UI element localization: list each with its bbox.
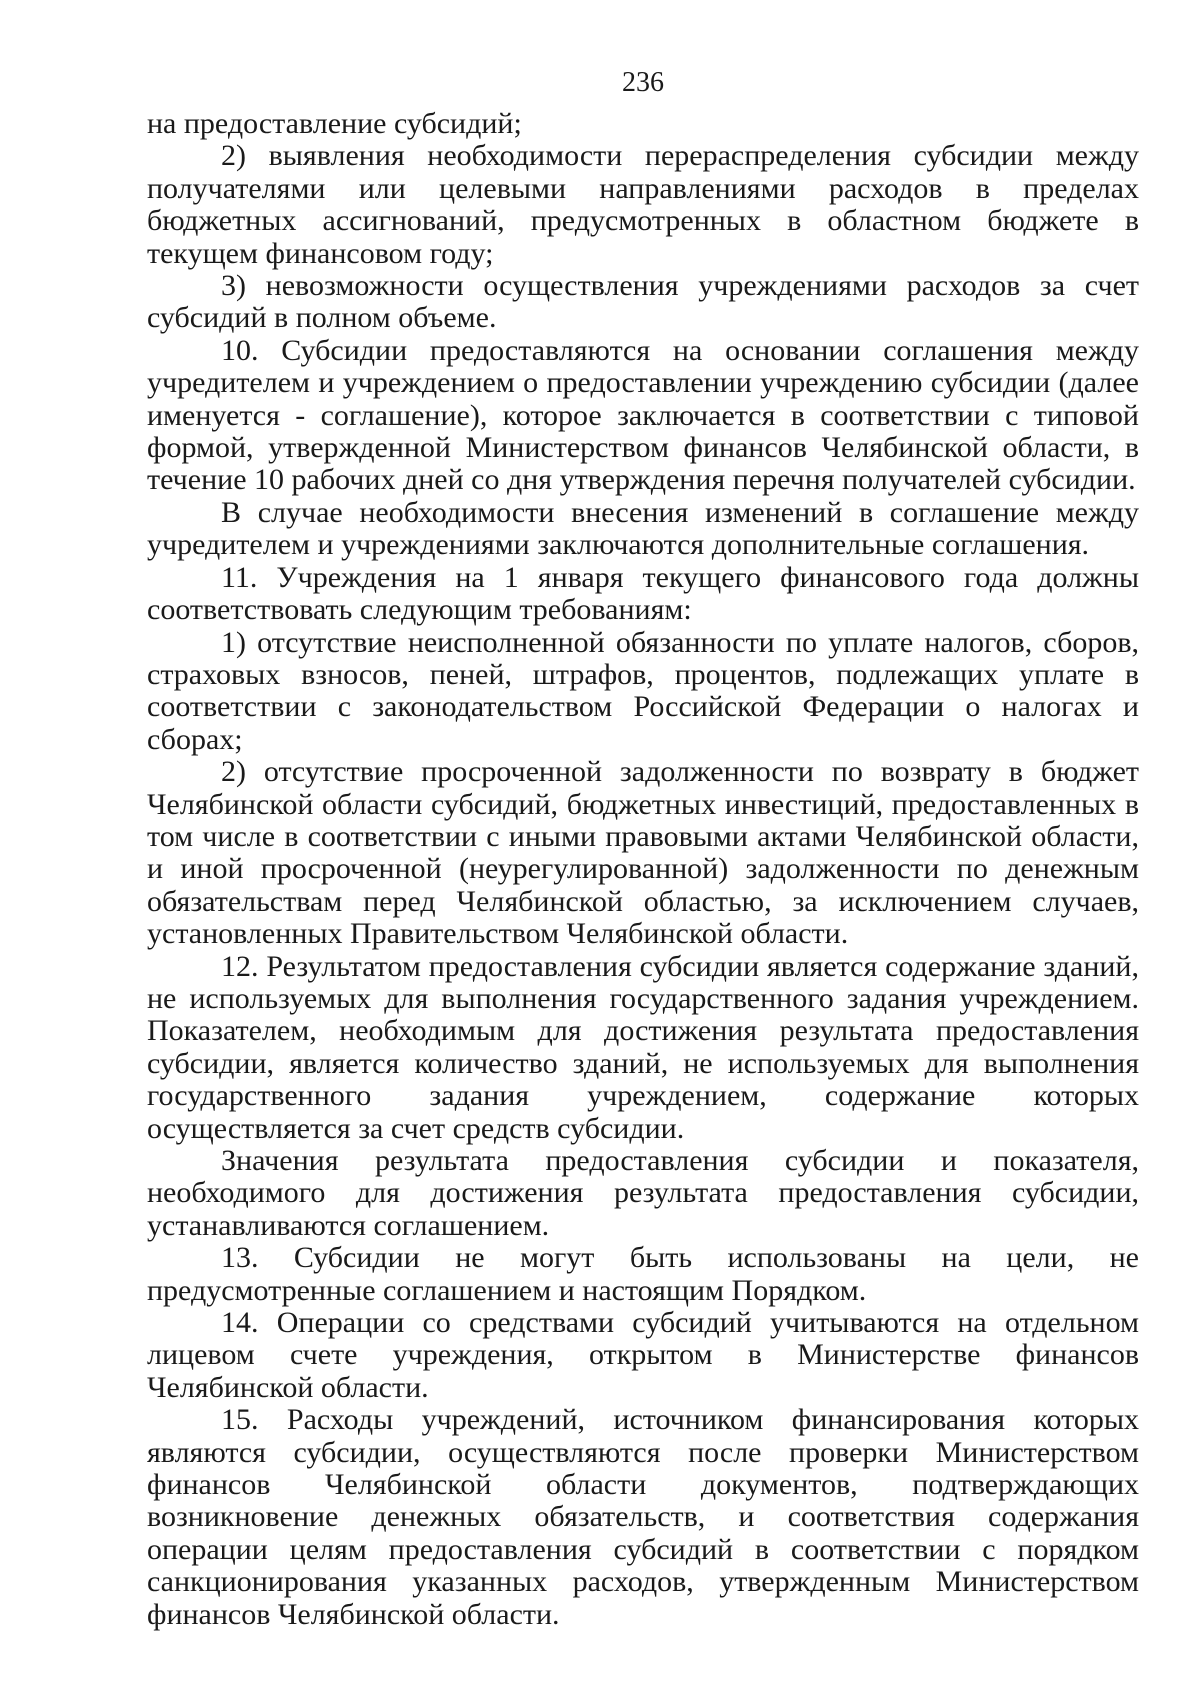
paragraph-item-2: 2) выявления необходимости перераспределения субсидии между получателями или целевыми направлениями расходов в пределах бюджетных ассигнований, предусмотренных в областном бюджете в текущем финансовом году; (147, 139, 1139, 270)
paragraph-clause-11-item-2: 2) отсутствие просроченной задолженности по возврату в бюджет Челябинской области субсидий, бюджетных инвестиций, предоставленных в том числе в соответствии с иными правовыми актами Челябинской области, и иной просроченной (неурегулированной) задолженности по денежным обязательствам перед Челябинской областью, за исключением случаев, установленных Правительством Челябинской области. (147, 755, 1139, 951)
page-number: 236 (622, 67, 664, 98)
paragraph-item-3: 3) невозможности осуществления учреждениями расходов за счет субсидий в полном объеме. (147, 269, 1139, 335)
document-page (147, 66, 1139, 1631)
paragraph-clause-15: 15. Расходы учреждений, источником финансирования которых являются субсидии, осуществляются после проверки Министерством финансов Челябинской области документов, подтверждающих возникновение денежных обязательств, и соответствия содержания операции целям предоставления субсидий в соответствии с порядком санкционирования указанных расходов, утвержденным Министерством финансов Челябинской области. (147, 1403, 1139, 1631)
paragraph-clause-12: 12. Результатом предоставления субсидии является содержание зданий, не используемых для выполнения государственного задания учреждением. Показателем, необходимым для достижения результата предоставления субсидии, является количество зданий, не используемых для выполнения государственного задания учреждением, содержание которых осуществляется за счет средств субсидии. (147, 949, 1139, 1145)
paragraph-clause-10-amendments: В случае необходимости внесения изменений в соглашение между учредителем и учреждениями заключаются дополнительные соглашения. (147, 495, 1139, 562)
paragraph-clause-14: 14. Операции со средствами субсидий учитываются на отдельном лицевом счете учреждения, открытом в Министерстве финансов Челябинской области. (147, 1306, 1139, 1404)
paragraph-clause-11-item-1: 1) отсутствие неисполненной обязанности по уплате налогов, сборов, страховых взносов, пеней, штрафов, процентов, подлежащих уплате в соответствии с законодательством Российской Федерации о налогах и сборах; (147, 625, 1139, 756)
paragraph-clause-11: 11. Учреждения на 1 января текущего финансового года должны соответствовать следующим требованиям: (147, 560, 1139, 627)
paragraph-clause-12-values: Значения результата предоставления субсидии и показателя, необходимого для достижения результата предоставления субсидии, устанавливаются соглашением. (147, 1144, 1139, 1242)
paragraph-clause-13: 13. Субсидии не могут быть использованы на цели, не предусмотренные соглашением и настоящим Порядком. (147, 1241, 1139, 1307)
paragraph-continuation: на предоставление субсидий; (147, 107, 522, 140)
paragraph-clause-10: 10. Субсидии предоставляются на основании соглашения между учредителем и учреждением о предоставлении учреждению субсидии (далее именуется - соглашение), которое заключается в соответствии с типовой формой, утвержденной Министерством финансов Челябинской области, в течение 10 рабочих дней со дня утверждения перечня получателей субсидии. (147, 333, 1139, 497)
